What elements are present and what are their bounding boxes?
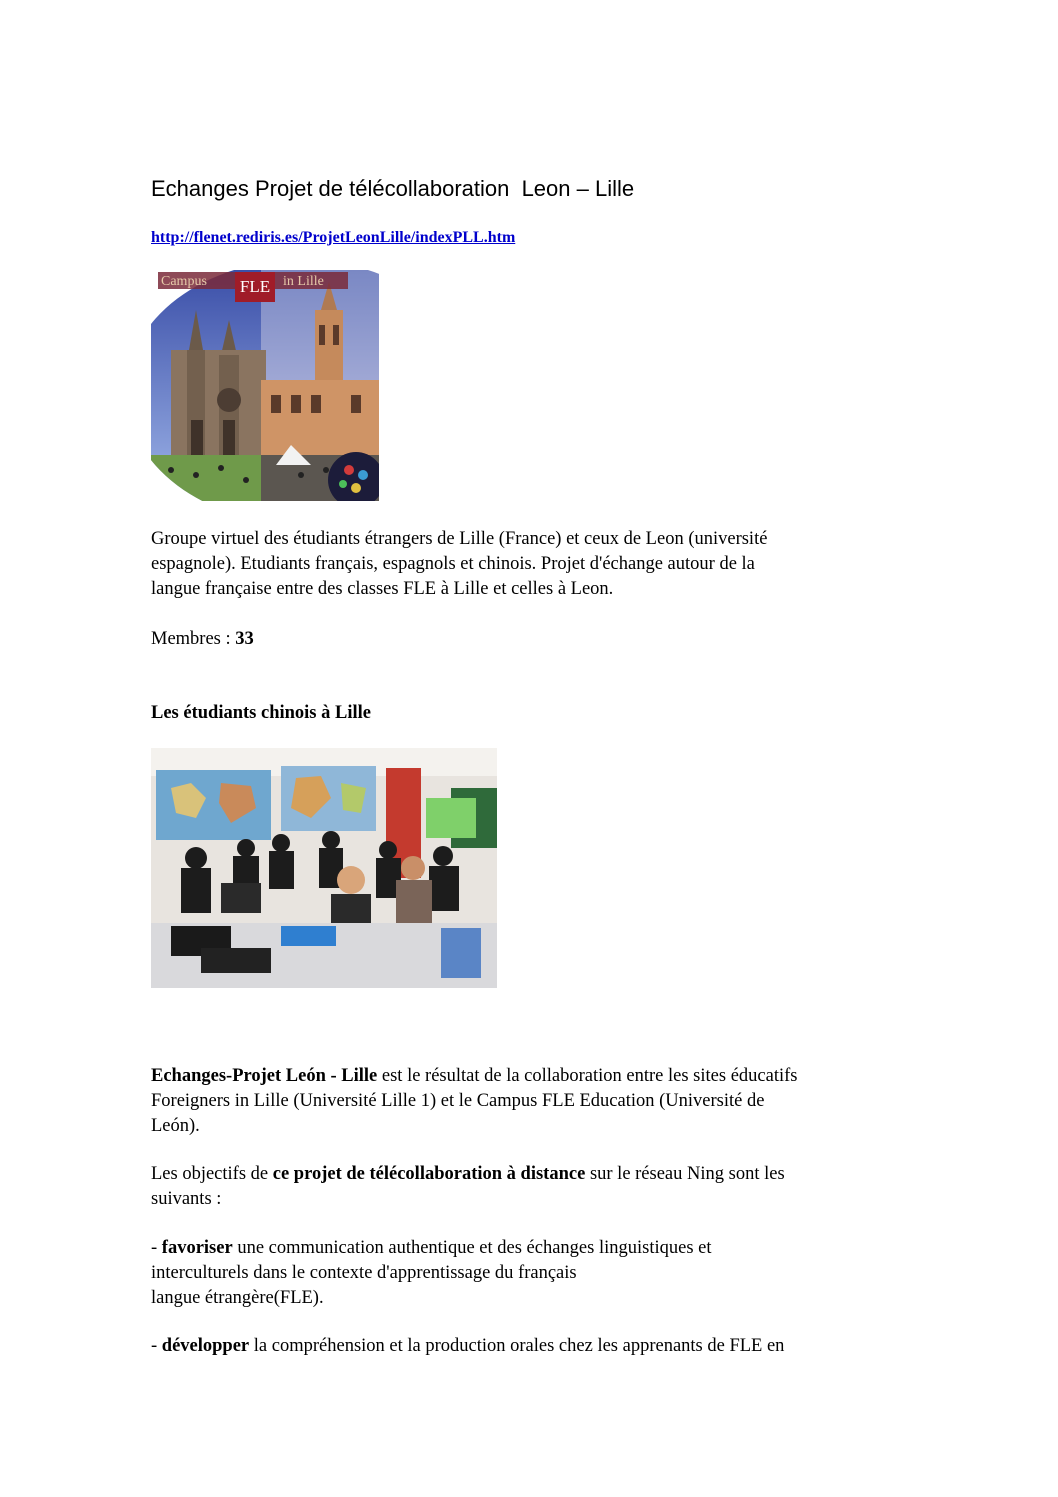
objectives-bold: ce projet de télécollaboration à distance [272, 1164, 586, 1184]
page-title: Echanges Projet de télécollaboration Leon – Lille [151, 176, 635, 201]
collab-line-1-rest: est le résultat de la collaboration entre les sites éducatifs [377, 1066, 798, 1086]
classroom-photo [151, 748, 497, 988]
collab-bold-title: Echanges-Projet León - Lille [151, 1066, 378, 1086]
objectives-pre: Les objectifs de [151, 1164, 273, 1184]
intro-line-2: espagnole). Etudiants français, espagnols et chinois. Projet d'échange autour de la [151, 554, 755, 574]
objective-bullet-2 [151, 1334, 911, 1359]
objectives-post: sur le réseau Ning sont les [585, 1164, 785, 1184]
objective-bullet-1 [151, 1236, 911, 1311]
logo-lille-text: in Lille [283, 274, 324, 289]
bullet1-line-1 [151, 1236, 911, 1261]
collaboration-paragraph [151, 1064, 911, 1139]
intro-line-3: langue française entre des classes FLE à Lille et celles à Leon. [151, 579, 614, 599]
bullet2-line-1 [151, 1334, 911, 1359]
project-link[interactable]: http://flenet.rediris.es/ProjetLeonLille/indexPLL.htm [151, 229, 516, 246]
objectives-line-1 [151, 1162, 911, 1187]
section-heading-chinese-students: Les étudiants chinois à Lille [151, 703, 371, 723]
collab-line-3: León). [151, 1116, 200, 1136]
logo-fle-text: FLE [239, 277, 271, 296]
logo-campus-text: Campus [161, 274, 207, 289]
intro-line-1: Groupe virtuel des étudiants étrangers de Lille (France) et ceux de Leon (université [151, 529, 768, 549]
bullet1-line-2: interculturels dans le contexte d'apprentissage du français [151, 1263, 577, 1283]
objectives-line-2: suivants : [151, 1189, 222, 1209]
bullet2-dash: - [151, 1336, 162, 1356]
bullet2-rest: la compréhension et la production orales chez les apprenants de FLE en [249, 1336, 785, 1356]
members-count: 33 [235, 629, 254, 649]
objectives-paragraph [151, 1162, 911, 1212]
collab-line-1 [151, 1064, 911, 1089]
bullet1-line-3: langue étrangère(FLE). [151, 1288, 324, 1308]
collab-line-2: Foreigners in Lille (Université Lille 1) et le Campus FLE Education (Université de [151, 1091, 765, 1111]
bullet1-bold: favoriser [161, 1238, 233, 1258]
bullet2-bold: développer [161, 1336, 250, 1356]
members-label: Membres : [151, 629, 236, 649]
bullet1-rest: une communication authentique et des échanges linguistiques et [232, 1238, 712, 1258]
campus-collage-image [151, 270, 379, 501]
members-line [151, 627, 911, 652]
bullet1-dash: - [151, 1238, 162, 1258]
intro-paragraph [151, 527, 911, 602]
